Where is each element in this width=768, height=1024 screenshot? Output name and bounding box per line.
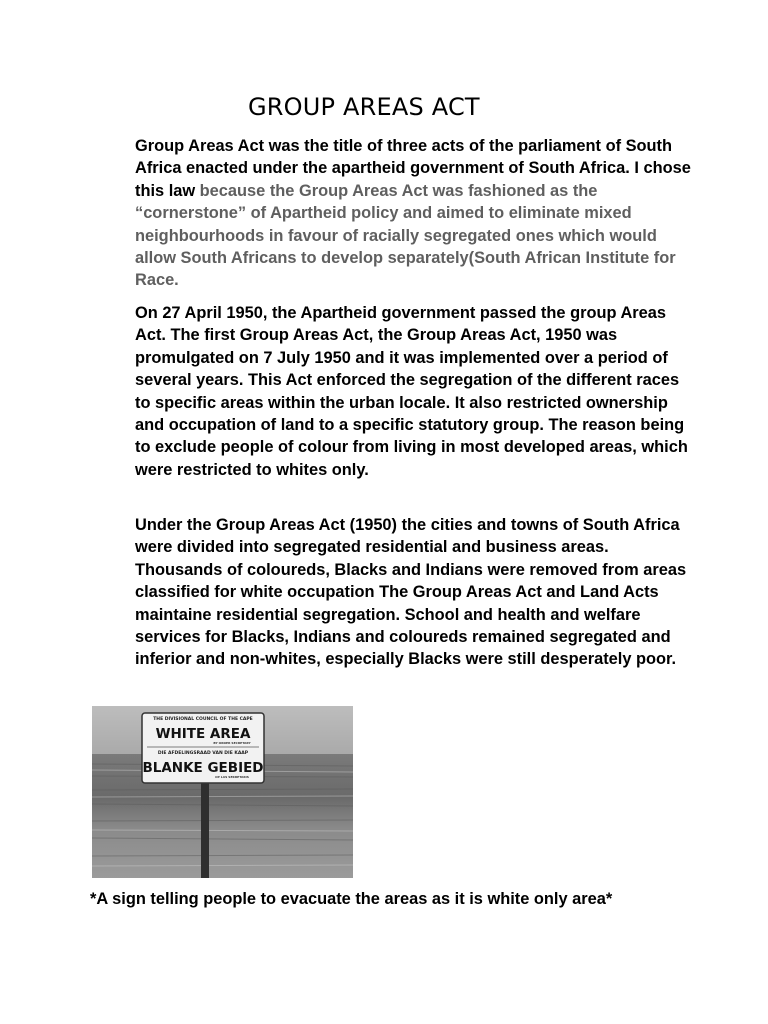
white-area-sign-photo [92,706,353,878]
sign-mid-line: DIE AFDELINGSRAAD VAN DIE KAAP [157,751,249,756]
sign-small-en: BY ORDER SECRETARY [213,741,251,745]
paragraph-history: On 27 April 1950, the Apartheid government passed the group Areas Act. The first Group Areas Act, the Group Areas Act, 1950 was promulgated on 7 July 1950 and it was implemented over a period of several years. This Act enforced the segregation of the different races to specific areas within the urban locale. It also restricted ownership and occupation of land to a specific statutory group. The reason being to exclude people of colour from living in most developed areas, which were restricted to whites only. [135,304,688,479]
paragraph-intro [135,135,695,292]
sign-white-area: WHITE AREA [155,726,251,742]
paragraph-segregation: Under the Group Areas Act (1950) the cities and towns of South Africa were divided into segregated residential and business areas. Thousands of coloureds, Blacks and Indians were removed from areas classified for white occupation The Group Areas Act and Land Acts maintaine residential segregation. School and health and welfare services for Blacks, Indians and coloureds remained segregated and inferior and non-whites, especially Blacks were still desperately poor. [135,516,687,669]
photo-caption: *A sign telling people to evacuate the areas as it is white only area* [90,890,613,908]
document-title: GROUP AREAS ACT [248,93,480,121]
sign-top-line: THE DIVISIONAL COUNCIL OF THE CAPE [153,717,253,722]
paragraph-intro-gray-text: because the Group Areas Act was fashioned as the “cornerstone” of Apartheid policy and aimed to eliminate mixed neighbourhoods in favour of racially segregated ones which would allow South Africans to develop separately(South African Institute for Race. [135,181,676,290]
sign-small-af: OP LAS SEKRETARIS [215,775,249,779]
sign-blanke-gebied: BLANKE GEBIED [142,760,264,776]
paragraph-intro-text: Group Areas Act was the title of three acts of the parliament of South Africa enacted under the apartheid government of South Africa. I chose this law [135,137,691,200]
